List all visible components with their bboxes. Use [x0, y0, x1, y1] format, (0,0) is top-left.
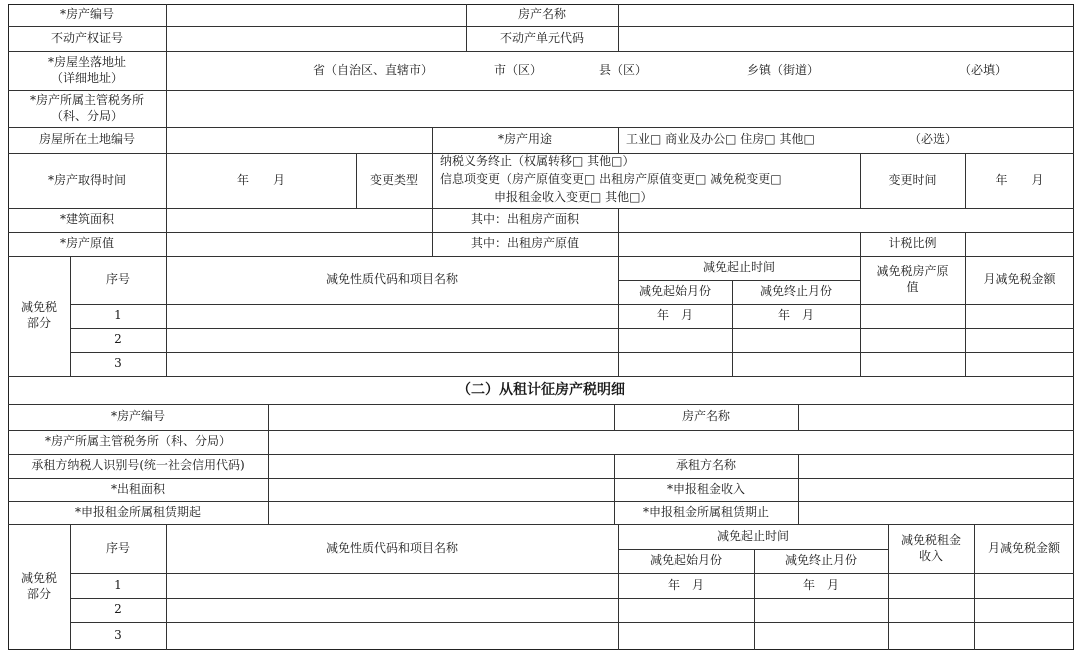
p2-label-property-name: 房产名称	[681, 409, 730, 424]
relief-value-line1: 减免税房产原	[876, 264, 949, 279]
p2-relief-section-line2: 部分	[26, 587, 51, 601]
p2-row-seq-3: 3	[114, 628, 122, 643]
change-line-2: 信息项变更（房产原值变更□ 出租房产原值变更□ 减免税变更□	[440, 172, 782, 187]
p2-label-tax-office: *房产所属主管税务所（科、分局）	[44, 434, 231, 449]
section-title-rent: （二）从租计征房产税明细	[457, 381, 625, 398]
loc-town: 乡镇（街道）	[746, 62, 819, 77]
label-acquire-time: *房产取得时间	[47, 172, 126, 187]
label-relief-code-name: 减免性质代码和项目名称	[325, 272, 458, 287]
row-seq-3: 3	[114, 356, 122, 371]
label-location-line2: （详细地址）	[50, 70, 123, 85]
label-property-no: *房产编号	[59, 7, 114, 22]
label-relief-section-1	[8, 256, 70, 376]
loc-province: 省（自治区、直辖市）	[312, 62, 433, 77]
label-change-type: 变更类型	[369, 172, 418, 187]
p2-label-relief-period: 减免起止时间	[716, 528, 789, 543]
p2-label-rent-area: *出租面积	[110, 481, 165, 496]
p2-label-relief-start: 减免起始月份	[649, 553, 722, 568]
tax-form	[8, 4, 1074, 654]
label-land-no: 房屋所在土地编号	[38, 132, 135, 147]
label-location-line1: *房屋坐落地址	[47, 54, 126, 69]
p2-label-relief-section	[8, 524, 70, 650]
label-tax-office	[8, 90, 166, 127]
label-rent-area: 其中：出租房产面积	[470, 212, 579, 227]
row1-relief-start: 年 月	[656, 308, 693, 323]
row1-relief-end: 年 月	[777, 308, 814, 323]
label-seq: 序号	[105, 272, 130, 287]
p2-label-monthly-relief: 月减免税金额	[987, 540, 1060, 555]
loc-required: （必填）	[958, 62, 1007, 77]
relief-section-line1: 减免税	[20, 300, 57, 315]
p2-row1-relief-end: 年 月	[802, 577, 839, 592]
label-rent-original-value: 其中：出租房产原值	[470, 236, 579, 251]
label-location	[8, 51, 166, 90]
label-change-time: 变更时间	[888, 172, 937, 187]
p2-label-relief-rent	[888, 524, 974, 573]
p2-relief-rent-line2: 收入	[918, 548, 943, 563]
label-usage: *房产用途	[497, 132, 552, 147]
label-property-name: 房产名称	[517, 7, 566, 22]
relief-value-line2: 值	[906, 280, 919, 294]
label-relief-end: 减免终止月份	[759, 284, 832, 299]
label-tax-office-line1: *房产所属主管税务所	[29, 92, 144, 107]
label-relief-period: 减免起止时间	[702, 260, 775, 275]
p2-label-relief-code-name: 减免性质代码和项目名称	[325, 540, 458, 555]
row-seq-2: 2	[114, 332, 122, 347]
change-year-month: 年 月	[995, 172, 1044, 187]
change-line-3: 申报租金收入变更□ 其他□）	[494, 190, 653, 205]
label-original-value: *房产原值	[59, 236, 114, 251]
label-tax-ratio: 计税比例	[888, 236, 937, 251]
usage-options: 工业□ 商业及办公□ 住房□ 其他□	[626, 132, 815, 147]
acquire-year-month: 年 月	[236, 172, 285, 187]
p2-row-seq-2: 2	[114, 602, 122, 617]
label-real-estate-unit-code: 不动产单元代码	[499, 30, 584, 45]
p2-relief-section-line1: 减免税	[20, 571, 57, 586]
change-line-1: 纳税义务终止（权属转移□ 其他□）	[440, 154, 635, 169]
label-monthly-relief: 月减免税金额	[983, 272, 1056, 287]
p2-label-lease-start: *申报租金所属租赁期起	[74, 504, 201, 519]
label-real-estate-cert: 不动产权证号	[50, 30, 123, 45]
p2-label-lease-end: *申报租金所属租赁期止	[642, 504, 769, 519]
label-relief-start: 减免起始月份	[638, 284, 711, 299]
p2-label-relief-end: 减免终止月份	[784, 553, 857, 568]
label-building-area: *建筑面积	[59, 212, 114, 227]
p2-label-lessee-name: 承租方名称	[675, 458, 736, 473]
loc-city: 市（区）	[493, 62, 542, 77]
row-seq-1: 1	[114, 308, 122, 323]
p2-row1-relief-start: 年 月	[667, 577, 704, 592]
p2-label-lessee-id: 承租方纳税人识别号(统一社会信用代码)	[31, 458, 245, 473]
p2-label-property-no: *房产编号	[110, 409, 165, 424]
label-tax-office-line2: （科、分局）	[50, 108, 123, 123]
p2-relief-rent-line1: 减免税租金	[900, 532, 961, 547]
loc-county: 县（区）	[598, 62, 647, 77]
usage-required: （必选）	[908, 132, 957, 147]
p2-row-seq-1: 1	[114, 577, 122, 592]
p2-label-rent-income: *申报租金收入	[666, 481, 745, 496]
p2-label-seq: 序号	[105, 540, 130, 555]
label-relief-value	[860, 256, 965, 304]
relief-section-line2: 部分	[26, 316, 51, 330]
